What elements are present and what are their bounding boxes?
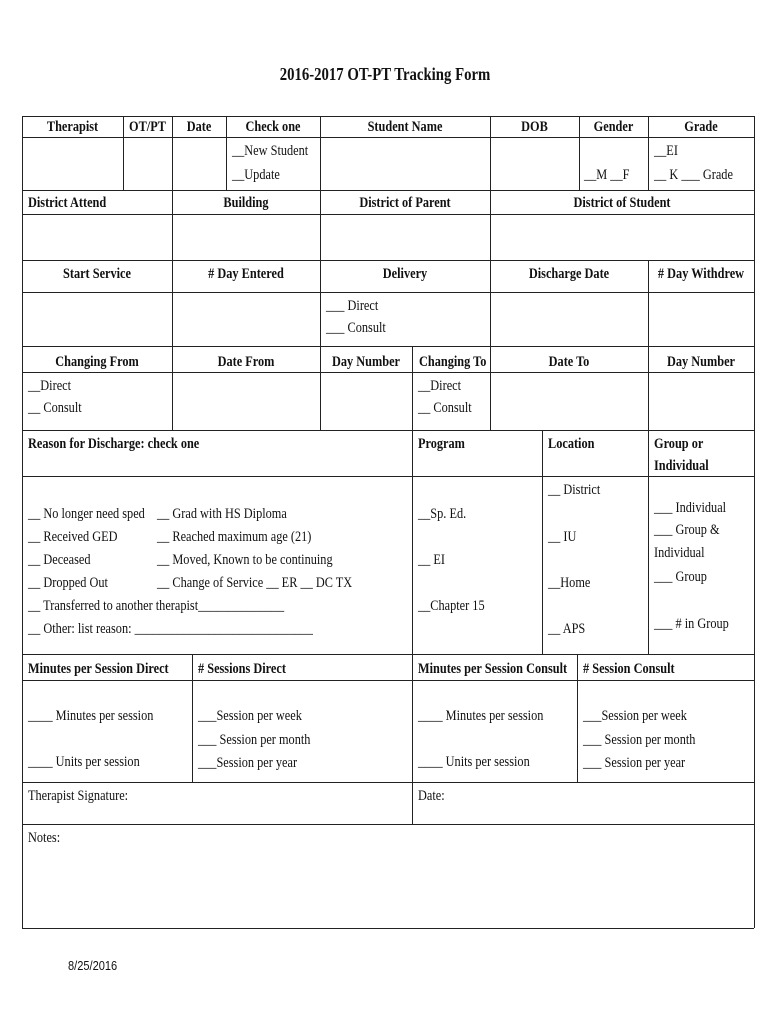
table-right-border — [754, 116, 755, 928]
col-line — [579, 116, 580, 190]
min-session-consult-header: Minutes per Session Consult — [418, 661, 568, 677]
reason-dropped-out[interactable]: __ Dropped Out — [28, 575, 108, 591]
consult-units-per-session[interactable]: ____ Units per session — [418, 754, 530, 770]
location-home-option[interactable]: __Home — [548, 575, 591, 591]
reason-reached-max-age[interactable]: __ Reached maximum age (21) — [157, 529, 312, 545]
col-line — [542, 430, 543, 654]
reason-discharge-header: Reason for Discharge: check one — [28, 436, 200, 452]
grade-ei-option[interactable]: __EI — [654, 143, 678, 159]
col-line — [192, 654, 193, 782]
group-option[interactable]: ___ Group — [654, 569, 707, 585]
direct-session-per-week[interactable]: ___Session per week — [198, 708, 302, 724]
row3-header-line — [22, 292, 754, 293]
reason-other[interactable]: __ Other: list reason: _____________________________ — [28, 621, 313, 637]
start-service-header: Start Service — [63, 266, 131, 282]
col-line — [172, 260, 173, 346]
table-top-border — [22, 116, 754, 117]
group-and-individual-label: Individual — [654, 545, 705, 561]
col-line — [490, 346, 491, 430]
direct-units-per-session[interactable]: ____ Units per session — [28, 754, 140, 770]
day-entered-header: # Day Entered — [208, 266, 284, 282]
grade-header: Grade — [684, 119, 718, 135]
district-parent-header: District of Parent — [359, 195, 451, 211]
program-ei-option[interactable]: __ EI — [418, 552, 445, 568]
reason-change-of-service[interactable]: __ Change of Service __ ER __ DC TX — [157, 575, 353, 591]
student-name-header: Student Name — [367, 119, 443, 135]
row4-header-line — [22, 372, 754, 373]
changing-to-consult-option[interactable]: __ Consult — [418, 400, 472, 416]
col-line — [490, 260, 491, 346]
number-in-group-field[interactable]: ___ # in Group — [654, 616, 729, 632]
changing-from-consult-option[interactable]: __ Consult — [28, 400, 82, 416]
reason-no-longer-need-sped[interactable]: __ No longer need sped — [28, 506, 145, 522]
footer-date: 8/25/2016 — [68, 958, 118, 973]
new-student-option[interactable]: __New Student — [232, 143, 309, 159]
signature-date-field[interactable]: Date: — [418, 788, 445, 804]
reason-received-ged[interactable]: __ Received GED — [28, 529, 118, 545]
sessions-direct-header: # Sessions Direct — [198, 661, 286, 677]
row6-header-line — [22, 680, 754, 681]
direct-minutes-per-session[interactable]: ____ Minutes per session — [28, 708, 154, 724]
changing-from-direct-option[interactable]: __Direct — [28, 378, 72, 394]
changing-to-direct-option[interactable]: __Direct — [418, 378, 462, 394]
col-line — [226, 116, 227, 190]
consult-session-per-week[interactable]: ___Session per week — [583, 708, 687, 724]
group-individual-option[interactable]: ___ Individual — [654, 500, 727, 516]
row2-header-line — [22, 214, 754, 215]
col-line — [412, 782, 413, 824]
direct-session-per-year[interactable]: ___Session per year — [198, 755, 298, 771]
delivery-consult-option[interactable]: ___ Consult — [326, 320, 386, 336]
row7-bottom-line — [22, 824, 754, 825]
col-line — [172, 346, 173, 430]
col-line — [648, 260, 649, 346]
individual-header: Individual — [654, 458, 709, 474]
grade-k-option[interactable]: __ K ___ Grade — [654, 167, 733, 183]
min-session-direct-header: Minutes per Session Direct — [28, 661, 169, 677]
day-withdrew-header: # Day Withdrew — [657, 266, 745, 282]
session-consult-header: # Session Consult — [583, 661, 675, 677]
changing-from-header: Changing From — [55, 354, 139, 370]
table-bottom-border — [22, 928, 754, 929]
reason-grad-hs-diploma[interactable]: __ Grad with HS Diploma — [157, 506, 287, 522]
col-line — [412, 430, 413, 654]
group-and-individual-option[interactable]: ___ Group & — [654, 522, 720, 538]
direct-session-per-month[interactable]: ___ Session per month — [198, 732, 311, 748]
date-from-header: Date From — [217, 354, 275, 370]
row6-bottom-line — [22, 782, 754, 783]
col-line — [320, 116, 321, 190]
location-district-option[interactable]: __ District — [548, 482, 601, 498]
row2-bottom-line — [22, 260, 754, 261]
reason-deceased[interactable]: __ Deceased — [28, 552, 91, 568]
col-line — [412, 654, 413, 782]
delivery-header: Delivery — [382, 266, 428, 282]
consult-session-per-year[interactable]: ___ Session per year — [583, 755, 686, 771]
consult-session-per-month[interactable]: ___ Session per month — [583, 732, 696, 748]
col-line — [320, 260, 321, 346]
col-line — [320, 190, 321, 260]
notes-field[interactable]: Notes: — [28, 830, 61, 846]
col-line — [577, 654, 578, 782]
row5-header-line — [22, 476, 754, 477]
location-header: Location — [548, 436, 595, 452]
col-line — [172, 190, 173, 260]
col-line — [490, 190, 491, 260]
check-one-header: Check one — [245, 119, 301, 135]
date-header: Date — [186, 119, 212, 135]
discharge-date-header: Discharge Date — [528, 266, 610, 282]
row1-header-line — [22, 137, 754, 138]
form-title: 2016-2017 OT-PT Tracking Form — [279, 64, 491, 84]
gender-header: Gender — [593, 119, 634, 135]
col-line — [123, 116, 124, 190]
district-student-header: District of Student — [573, 195, 671, 211]
day-number-header-2: Day Number — [666, 354, 735, 370]
col-line — [320, 346, 321, 430]
reason-moved[interactable]: __ Moved, Known to be continuing — [157, 552, 333, 568]
row4-bottom-line — [22, 430, 754, 431]
location-iu-option[interactable]: __ IU — [548, 529, 577, 545]
reason-transferred[interactable]: __ Transferred to another therapist______________ — [28, 598, 285, 614]
program-chapter15-option[interactable]: __Chapter 15 — [418, 598, 485, 614]
therapist-header: Therapist — [46, 119, 99, 135]
gender-options[interactable]: __M __F — [584, 167, 630, 183]
building-header: Building — [223, 195, 269, 211]
program-header: Program — [418, 436, 465, 452]
otpt-header: OT/PT — [129, 119, 166, 135]
location-aps-option[interactable]: __ APS — [548, 621, 586, 637]
program-sped-option[interactable]: __Sp. Ed. — [418, 506, 467, 522]
changing-to-header: Changing To — [419, 354, 487, 370]
col-line — [412, 346, 413, 430]
row5-bottom-line — [22, 654, 754, 655]
col-line — [172, 116, 173, 190]
update-option[interactable]: __Update — [232, 167, 280, 183]
consult-minutes-per-session[interactable]: ____ Minutes per session — [418, 708, 544, 724]
delivery-direct-option[interactable]: ___ Direct — [326, 298, 379, 314]
day-number-header: Day Number — [331, 354, 400, 370]
dob-header: DOB — [521, 119, 548, 135]
col-line — [490, 116, 491, 190]
row3-bottom-line — [22, 346, 754, 347]
col-line — [648, 346, 649, 430]
district-attend-header: District Attend — [28, 195, 107, 211]
col-line — [648, 116, 649, 190]
date-to-header: Date To — [548, 354, 590, 370]
row1-bottom-line — [22, 190, 754, 191]
therapist-signature-field[interactable]: Therapist Signature: — [28, 788, 129, 804]
group-or-header: Group or — [654, 436, 704, 452]
col-line — [648, 430, 649, 654]
table-left-border — [22, 116, 23, 928]
